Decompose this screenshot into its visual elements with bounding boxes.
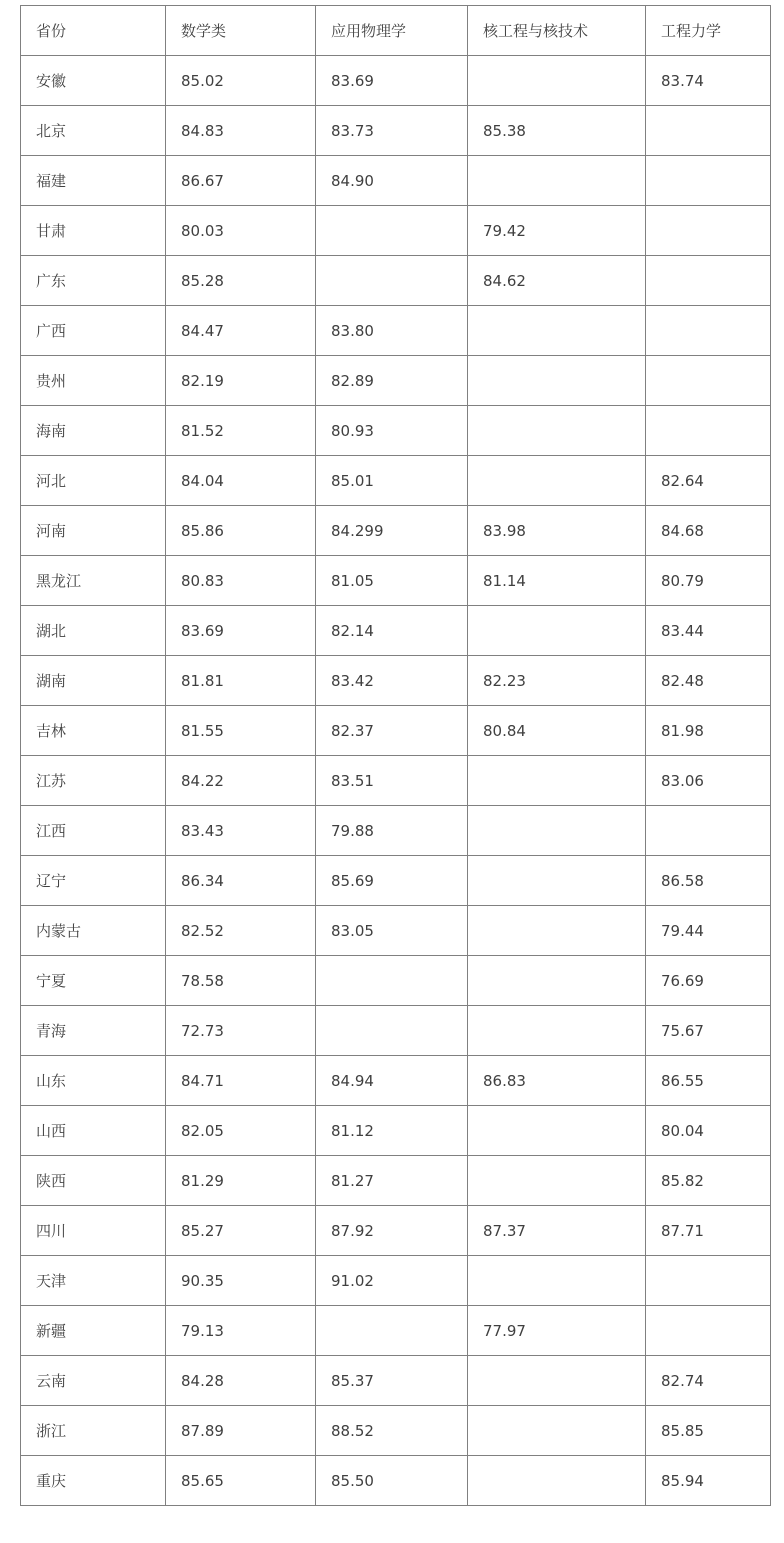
score-cell	[468, 1406, 646, 1456]
score-cell: 85.85	[646, 1406, 771, 1456]
score-cell: 81.27	[316, 1156, 468, 1206]
score-cell: 87.71	[646, 1206, 771, 1256]
score-cell: 82.52	[166, 906, 316, 956]
province-cell: 辽宁	[21, 856, 166, 906]
score-cell: 75.67	[646, 1006, 771, 1056]
table-row	[21, 356, 771, 406]
score-cell	[316, 1306, 468, 1356]
score-cell: 88.52	[316, 1406, 468, 1456]
score-cell	[468, 1456, 646, 1506]
score-cell: 81.05	[316, 556, 468, 606]
table-row	[21, 556, 771, 606]
score-cell: 83.44	[646, 606, 771, 656]
score-cell: 77.97	[468, 1306, 646, 1356]
table-row	[21, 1156, 771, 1206]
score-cell: 80.93	[316, 406, 468, 456]
score-cell	[468, 1006, 646, 1056]
score-cell	[468, 806, 646, 856]
score-cell: 86.83	[468, 1056, 646, 1106]
score-cell	[468, 1356, 646, 1406]
score-cell: 81.55	[166, 706, 316, 756]
table-row	[21, 1206, 771, 1256]
score-cell: 84.62	[468, 256, 646, 306]
table-row	[21, 1456, 771, 1506]
score-cell: 82.89	[316, 356, 468, 406]
score-cell: 85.01	[316, 456, 468, 506]
score-cell	[468, 306, 646, 356]
score-cell: 83.69	[166, 606, 316, 656]
score-cell	[316, 206, 468, 256]
score-cell: 79.13	[166, 1306, 316, 1356]
score-cell: 81.52	[166, 406, 316, 456]
header-row	[21, 6, 771, 56]
score-cell: 87.89	[166, 1406, 316, 1456]
table-row	[21, 456, 771, 506]
province-cell: 河北	[21, 456, 166, 506]
table-row	[21, 906, 771, 956]
score-cell: 85.69	[316, 856, 468, 906]
score-cell: 85.02	[166, 56, 316, 106]
province-cell: 青海	[21, 1006, 166, 1056]
score-cell: 82.23	[468, 656, 646, 706]
table-row	[21, 856, 771, 906]
score-cell: 84.28	[166, 1356, 316, 1406]
score-cell: 84.22	[166, 756, 316, 806]
score-cell: 72.73	[166, 1006, 316, 1056]
score-cell: 83.06	[646, 756, 771, 806]
score-cell	[316, 256, 468, 306]
score-cell: 82.74	[646, 1356, 771, 1406]
score-cell: 85.27	[166, 1206, 316, 1256]
score-cell: 83.42	[316, 656, 468, 706]
score-cell: 79.88	[316, 806, 468, 856]
score-cell: 84.94	[316, 1056, 468, 1106]
table-row	[21, 406, 771, 456]
table-row	[21, 1106, 771, 1156]
province-cell: 广东	[21, 256, 166, 306]
score-cell: 84.299	[316, 506, 468, 556]
province-cell: 湖南	[21, 656, 166, 706]
province-cell: 陕西	[21, 1156, 166, 1206]
column-header: 省份	[21, 6, 166, 56]
column-header: 数学类	[166, 6, 316, 56]
score-cell: 82.64	[646, 456, 771, 506]
province-cell: 宁夏	[21, 956, 166, 1006]
province-cell: 黑龙江	[21, 556, 166, 606]
province-cell: 浙江	[21, 1406, 166, 1456]
score-cell: 84.83	[166, 106, 316, 156]
table-row	[21, 156, 771, 206]
score-cell	[646, 156, 771, 206]
table-row	[21, 756, 771, 806]
score-cell: 81.29	[166, 1156, 316, 1206]
score-cell: 86.58	[646, 856, 771, 906]
table-row	[21, 106, 771, 156]
score-cell: 84.90	[316, 156, 468, 206]
province-cell: 安徽	[21, 56, 166, 106]
score-cell: 83.69	[316, 56, 468, 106]
score-cell: 80.04	[646, 1106, 771, 1156]
score-cell	[646, 1256, 771, 1306]
score-cell: 85.50	[316, 1456, 468, 1506]
score-cell: 85.82	[646, 1156, 771, 1206]
score-cell: 86.55	[646, 1056, 771, 1106]
province-cell: 北京	[21, 106, 166, 156]
province-cell: 山西	[21, 1106, 166, 1156]
score-cell: 83.73	[316, 106, 468, 156]
table-row	[21, 1056, 771, 1106]
score-cell: 81.14	[468, 556, 646, 606]
score-cell	[468, 856, 646, 906]
column-header: 应用物理学	[316, 6, 468, 56]
score-cell	[468, 406, 646, 456]
column-header: 工程力学	[646, 6, 771, 56]
score-cell	[468, 606, 646, 656]
score-cell: 83.43	[166, 806, 316, 856]
score-cell	[646, 256, 771, 306]
score-cell	[646, 106, 771, 156]
table-row	[21, 1006, 771, 1056]
score-cell: 83.98	[468, 506, 646, 556]
table-row	[21, 56, 771, 106]
province-cell: 湖北	[21, 606, 166, 656]
score-cell: 80.79	[646, 556, 771, 606]
score-cell: 80.84	[468, 706, 646, 756]
score-cell: 85.37	[316, 1356, 468, 1406]
province-cell: 吉林	[21, 706, 166, 756]
table-row	[21, 506, 771, 556]
score-cell	[468, 56, 646, 106]
score-cell	[316, 956, 468, 1006]
score-cell: 86.67	[166, 156, 316, 206]
score-cell: 81.98	[646, 706, 771, 756]
score-cell: 80.03	[166, 206, 316, 256]
score-cell: 85.38	[468, 106, 646, 156]
score-cell	[646, 206, 771, 256]
score-cell: 83.74	[646, 56, 771, 106]
score-cell: 79.44	[646, 906, 771, 956]
score-cell: 84.68	[646, 506, 771, 556]
province-cell: 江苏	[21, 756, 166, 806]
province-cell: 河南	[21, 506, 166, 556]
table-row	[21, 306, 771, 356]
table-row	[21, 806, 771, 856]
score-cell	[468, 1256, 646, 1306]
score-cell: 87.37	[468, 1206, 646, 1256]
score-cell: 81.12	[316, 1106, 468, 1156]
province-cell: 新疆	[21, 1306, 166, 1356]
score-cell	[646, 1306, 771, 1356]
column-header: 核工程与核技术	[468, 6, 646, 56]
province-cell: 天津	[21, 1256, 166, 1306]
table-row	[21, 1256, 771, 1306]
table-body	[21, 56, 771, 1506]
score-cell: 84.04	[166, 456, 316, 506]
score-cell: 90.35	[166, 1256, 316, 1306]
table-row	[21, 1356, 771, 1406]
score-cell: 82.05	[166, 1106, 316, 1156]
score-cell	[468, 756, 646, 806]
table-row	[21, 706, 771, 756]
score-cell: 83.51	[316, 756, 468, 806]
score-cell: 82.37	[316, 706, 468, 756]
score-cell: 82.19	[166, 356, 316, 406]
province-cell: 山东	[21, 1056, 166, 1106]
province-cell: 广西	[21, 306, 166, 356]
table-row	[21, 1406, 771, 1456]
score-cell: 91.02	[316, 1256, 468, 1306]
province-cell: 重庆	[21, 1456, 166, 1506]
score-cell: 82.14	[316, 606, 468, 656]
score-cell	[468, 956, 646, 1006]
score-cell: 87.92	[316, 1206, 468, 1256]
score-cell: 84.47	[166, 306, 316, 356]
score-cell: 82.48	[646, 656, 771, 706]
score-cell	[468, 356, 646, 406]
score-cell: 85.94	[646, 1456, 771, 1506]
province-cell: 四川	[21, 1206, 166, 1256]
score-cell: 83.05	[316, 906, 468, 956]
score-cell	[468, 156, 646, 206]
table-row	[21, 656, 771, 706]
score-cell: 83.80	[316, 306, 468, 356]
score-cell	[468, 1106, 646, 1156]
score-cell	[646, 356, 771, 406]
score-cell	[468, 906, 646, 956]
table-header	[21, 6, 771, 56]
score-cell	[646, 806, 771, 856]
score-cell: 86.34	[166, 856, 316, 906]
admission-scores-table	[20, 5, 771, 1506]
province-cell: 贵州	[21, 356, 166, 406]
score-cell	[646, 406, 771, 456]
score-cell	[646, 306, 771, 356]
score-cell: 84.71	[166, 1056, 316, 1106]
score-cell: 79.42	[468, 206, 646, 256]
province-cell: 甘肃	[21, 206, 166, 256]
table-row	[21, 1306, 771, 1356]
table-row	[21, 206, 771, 256]
score-cell: 78.58	[166, 956, 316, 1006]
province-cell: 福建	[21, 156, 166, 206]
province-cell: 内蒙古	[21, 906, 166, 956]
table-row	[21, 256, 771, 306]
score-cell: 76.69	[646, 956, 771, 1006]
score-cell: 80.83	[166, 556, 316, 606]
score-cell: 85.65	[166, 1456, 316, 1506]
province-cell: 海南	[21, 406, 166, 456]
score-cell: 81.81	[166, 656, 316, 706]
province-cell: 江西	[21, 806, 166, 856]
table-row	[21, 956, 771, 1006]
score-cell	[468, 456, 646, 506]
score-cell: 85.86	[166, 506, 316, 556]
province-cell: 云南	[21, 1356, 166, 1406]
score-cell	[468, 1156, 646, 1206]
score-cell: 85.28	[166, 256, 316, 306]
score-cell	[316, 1006, 468, 1056]
table-row	[21, 606, 771, 656]
